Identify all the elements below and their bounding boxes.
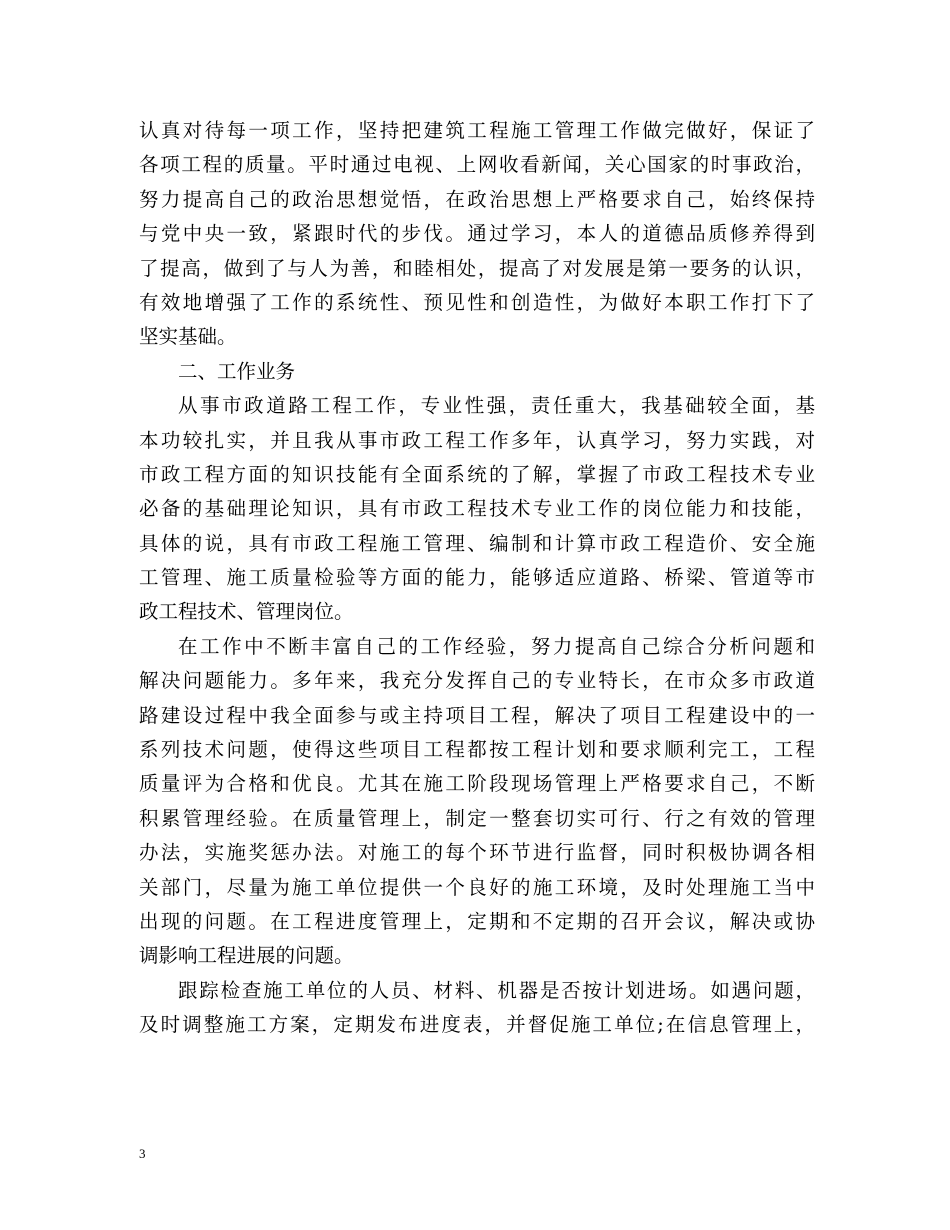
text-line: 坚实基础。 — [139, 325, 237, 349]
text-line: 政工程技术、管理岗位。 — [139, 600, 354, 624]
text-line: 调影响工程进展的问题。 — [139, 944, 354, 968]
text-line: 关部门，尽量为施工单位提供一个良好的施工环境，及时处理施工当中 — [139, 875, 815, 899]
text-line: 解决问题能力。多年来，我充分发挥自己的专业特长，在市众多市政道 — [139, 669, 815, 693]
text-line: 与党中央一致，紧跟时代的步伐。通过学习，本人的道德品质修养得到 — [139, 222, 815, 246]
text-line: 从事市政道路工程工作，专业性强，责任重大，我基础较全面，基 — [178, 394, 815, 418]
text-line: 市政工程方面的知识技能有全面系统的了解，掌握了市政工程技术专业 — [139, 462, 815, 486]
text-line: 系列技术问题，使得这些项目工程都按工程计划和要求顺利完工，工程 — [139, 738, 815, 762]
text-line: 各项工程的质量。平时通过电视、上网收看新闻，关心国家的时事政治， — [139, 153, 815, 177]
text-line: 质量评为合格和优良。尤其在施工阶段现场管理上严格要求自己，不断 — [139, 772, 815, 796]
text-line: 及时调整施工方案，定期发布进度表，并督促施工单位;在信息管理上， — [139, 1013, 815, 1037]
text-line: 工管理、施工质量检验等方面的能力，能够适应道路、桥梁、管道等市 — [139, 566, 815, 590]
text-line: 努力提高自己的政治思想觉悟，在政治思想上严格要求自己，始终保持 — [139, 187, 815, 211]
text-line: 认真对待每一项工作，坚持把建筑工程施工管理工作做完做好，保证了 — [139, 119, 815, 142]
text-line: 积累管理经验。在质量管理上，制定一整套切实可行、行之有效的管理 — [139, 806, 815, 830]
text-line: 本功较扎实，并且我从事市政工程工作多年，认真学习，努力实践，对 — [139, 428, 815, 452]
text-line: 路建设过程中我全面参与或主持项目工程，解决了项目工程建设中的一 — [139, 703, 815, 727]
text-line: 必备的基础理论知识，具有市政工程技术专业工作的岗位能力和技能， — [139, 497, 815, 521]
text-line: 在工作中不断丰富自己的工作经验，努力提高自己综合分析问题和 — [178, 634, 815, 658]
text-line: 跟踪检查施工单位的人员、材料、机器是否按计划进场。如遇问题， — [178, 978, 815, 1002]
text-line: 有效地增强了工作的系统性、预见性和创造性，为做好本职工作打下了 — [139, 290, 815, 314]
page-number: 3 — [139, 1146, 146, 1161]
text-line: 出现的问题。在工程进度管理上，定期和不定期的召开会议，解决或协 — [139, 909, 815, 933]
text-line: 具体的说，具有市政工程施工管理、编制和计算市政工程造价、安全施 — [139, 531, 815, 555]
section-heading: 二、工作业务 — [178, 359, 296, 383]
document-body — [139, 114, 815, 1043]
text-line: 办法，实施奖惩办法。对施工的每个环节进行监督，同时积极协调各相 — [139, 841, 815, 865]
text-line: 了提高，做到了与人为善，和睦相处，提高了对发展是第一要务的认识， — [139, 256, 815, 280]
